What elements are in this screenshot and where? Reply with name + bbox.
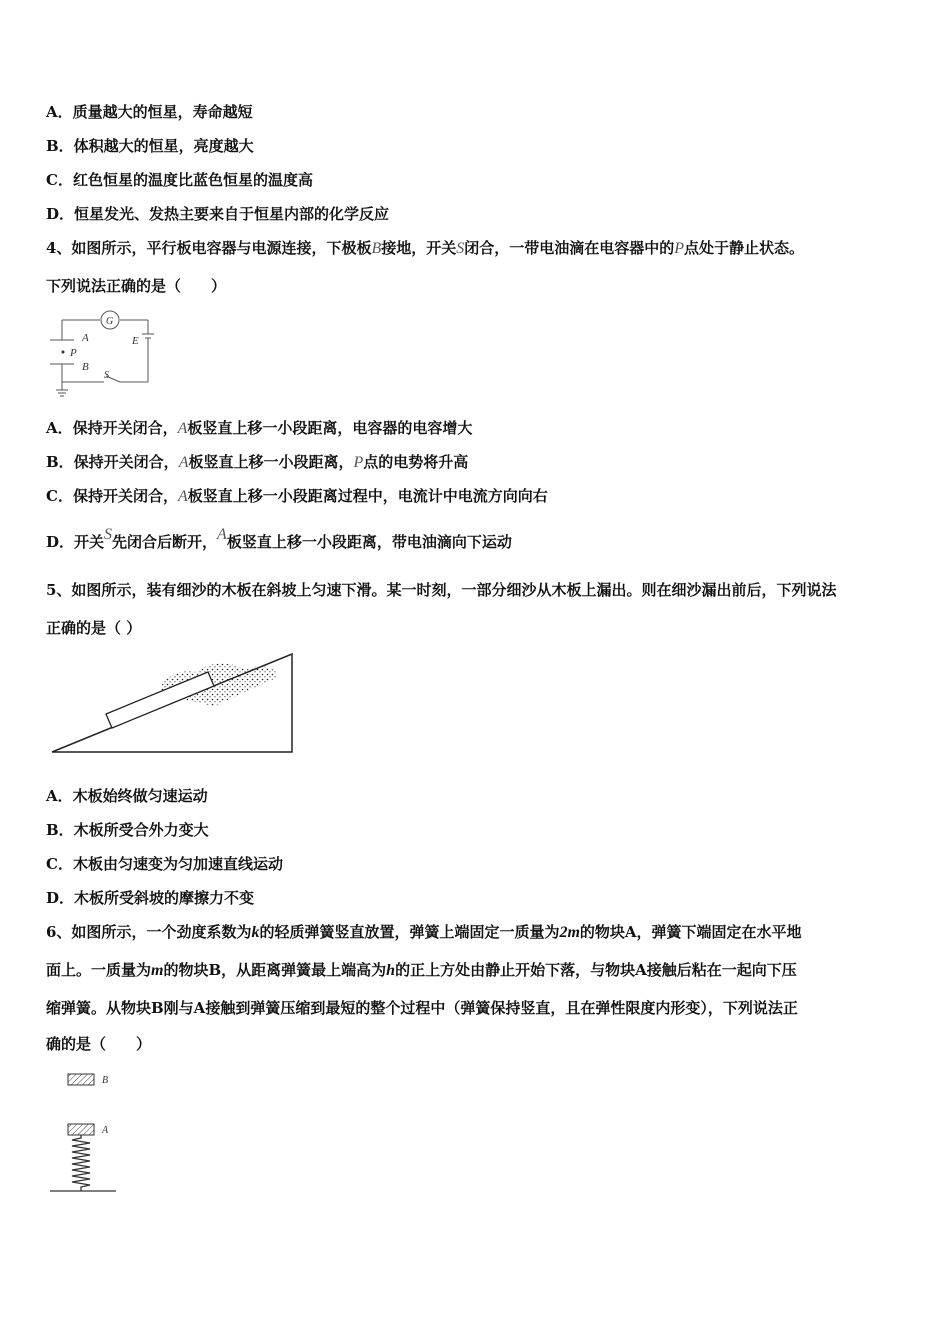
q6-stem-line2: 面上。一质量为m的物块B，从距离弹簧最上端高为h的正上方处由静止开始下落，与物块A接触后粘在一起向下压 xyxy=(46,961,797,979)
q3-option-d: D．恒星发光、发热主要来自于恒星内部的化学反应 xyxy=(46,205,390,223)
block-b xyxy=(68,1074,94,1085)
spring xyxy=(72,1135,90,1191)
q4-option-c: C．保持开关闭合，A板竖直上移一小段距离过程中，电流计中电流方向向右 xyxy=(46,487,548,505)
svg-text:B: B xyxy=(82,361,89,373)
svg-text:P: P xyxy=(70,347,77,359)
svg-text:G: G xyxy=(106,316,114,327)
svg-text:B: B xyxy=(102,1075,109,1086)
q3-option-b: B．体积越大的恒星，亮度越大 xyxy=(46,137,254,155)
q4-option-d: D．开关S先闭合后断开，A板竖直上移一小段距离，带电油滴向下运动 xyxy=(46,526,512,551)
q5-stem-line2: 正确的是（ ） xyxy=(46,619,142,637)
svg-text:A: A xyxy=(102,1125,109,1136)
q6-stem-line1: 6、如图所示，一个劲度系数为k的轻质弹簧竖直放置，弹簧上端固定一质量为2m的物块A，弹簧下端固定在水平地 xyxy=(46,923,802,941)
q4-stem-line2: 下列说法正确的是（ ） xyxy=(46,277,227,295)
q6-stem-line3: 缩弹簧。从物块B刚与A接触到弹簧压缩到最短的整个过程中（弹簧保持竖直，且在弹性限度内形变），下列说法正 xyxy=(46,999,798,1017)
q6-stem-line4: 确的是（ ） xyxy=(46,1035,152,1053)
q6-spring-figure xyxy=(48,1068,124,1196)
q5-option-a: A．木板始终做匀速运动 xyxy=(46,787,208,805)
q4-option-a: A．保持开关闭合，A板竖直上移一小段距离，电容器的电容增大 xyxy=(46,419,473,437)
q3-option-a: A．质量越大的恒星，寿命越短 xyxy=(46,103,253,121)
q4-stem-line1: 4、如图所示，平行板电容器与电源连接，下极板B接地，开关S闭合，一带电油滴在电容器中的P点处于静止状态。 xyxy=(46,239,805,257)
svg-text:S: S xyxy=(104,370,109,381)
svg-text:E: E xyxy=(132,335,139,347)
q3-option-c: C．红色恒星的温度比蓝色恒星的温度高 xyxy=(46,171,313,189)
svg-text:A: A xyxy=(82,332,89,344)
q4-option-b: B．保持开关闭合，A板竖直上移一小段距离，P点的电势将升高 xyxy=(46,453,469,471)
block-a xyxy=(68,1124,94,1135)
q4-circuit-figure xyxy=(40,308,160,400)
q5-option-b: B．木板所受合外力变大 xyxy=(46,821,209,839)
q5-incline-figure xyxy=(46,648,298,756)
q5-option-d: D．木板所受斜坡的摩擦力不变 xyxy=(46,889,255,907)
q5-stem-line1: 5、如图所示，装有细沙的木板在斜坡上匀速下滑。某一时刻，一部分细沙从木板上漏出。则在细沙漏出前后，下列说法 xyxy=(46,581,837,599)
q5-option-c: C．木板由匀速变为匀加速直线运动 xyxy=(46,855,283,873)
